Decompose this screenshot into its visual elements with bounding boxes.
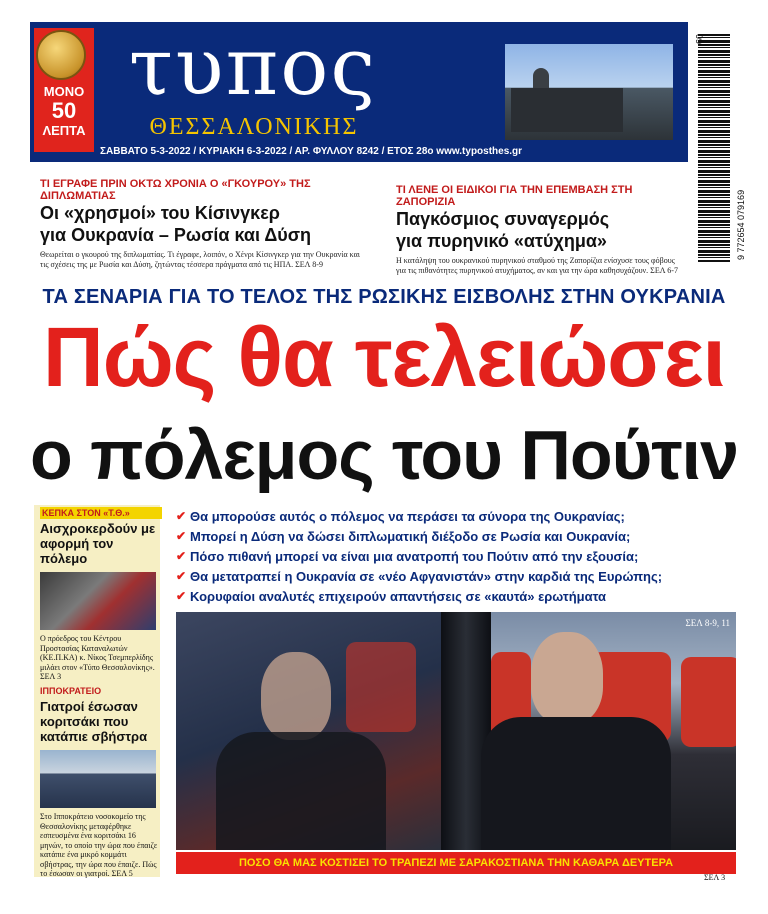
- bullet-item: [176, 586, 746, 606]
- photo-caption: ΣΕΛ 8-9, 11: [685, 618, 730, 628]
- story-title-line1: Οι «χρησμοί» του Κίσινγκερ: [40, 203, 280, 223]
- checkmark-icon: ✔: [176, 509, 187, 523]
- sidebar-photo-2: [40, 750, 156, 808]
- story-zaporizhzhia: [396, 184, 686, 276]
- main-headline-line1: Πώς θα τελειώσει: [43, 310, 725, 404]
- bullet-item: [176, 566, 746, 586]
- checkmark-icon: ✔: [176, 589, 187, 603]
- story-kicker: ΤΙ ΛΕΝΕ ΟΙ ΕΙΔΙΚΟΙ ΓΙΑ ΤΗΝ ΕΠΕΜΒΑΣΗ ΣΤΗ ΖΑΠΟΡΙΖΙΑ: [396, 184, 633, 208]
- story-kissinger: [40, 178, 370, 270]
- checkmark-icon: ✔: [176, 569, 187, 583]
- sidebar-title-1: Αισχροκερδούν με αφορμή τον πόλεμο: [40, 521, 156, 566]
- story-kicker: ΤΙ ΕΓΡΑΦΕ ΠΡΙΝ ΟΚΤΩ ΧΡΟΝΙΑ Ο «ΓΚΟΥΡΟΥ» ΤΗΣ ΔΙΠΛΩΜΑΤΙΑΣ: [40, 178, 311, 202]
- price-line3: ΛΕΠΤΑ: [42, 123, 86, 138]
- checkmark-icon: ✔: [176, 529, 187, 543]
- person-head: [531, 632, 603, 724]
- story-title-line2: για Ουκρανία – Ρωσία και Δύση: [40, 225, 312, 245]
- story-title-line1: Παγκόσμιος συναγερμός: [396, 209, 610, 229]
- bullet-item: [176, 506, 746, 526]
- bullet-text: Πόσο πιθανή μπορεί να είναι μια ανατροπή του Πούτιν από την εξουσία;: [190, 548, 639, 564]
- price-line1: ΜΟΝΟ: [43, 84, 85, 99]
- sidebar-kicker-1: ΚΕΠΚΑ ΣΤΟΝ «Τ.Θ.»: [40, 507, 162, 519]
- bottom-banner: ΠΟΣΟ ΘΑ ΜΑΣ ΚΟΣΤΙΣΕΙ ΤΟ ΤΡΑΠΕΖΙ ΜΕ ΣΑΡΑΚΟΣΤΙΑΝΑ ΤΗΝ ΚΑΘΑΡΑ ΔΕΥΤΕΡΑ: [176, 852, 736, 874]
- question-bullets: [176, 506, 746, 606]
- story-title-line2: για πυρηνικό «ατύχημα»: [396, 231, 607, 251]
- red-seat: [681, 657, 736, 747]
- sidebar-photo-1: [40, 572, 156, 630]
- date-line: ΣΑΒΒΑΤΟ 5-3-2022 / ΚΥΡΙΑΚΗ 6-3-2022 / ΑΡ. ΦΥΛΛΟΥ 8242 / ΕΤΟΣ 28ο www.typosthes.gr: [100, 146, 523, 157]
- logo-thessalonikis: ΘΕΣΣΑΛΟΝΙΚΗΣ: [149, 114, 359, 140]
- train-interior: [491, 612, 736, 850]
- main-supertitle: ΤΑ ΣΕΝΑΡΙΑ ΓΙΑ ΤΟ ΤΕΛΟΣ ΤΗΣ ΡΩΣΙΚΗΣ ΕΙΣΒΟΛΗΣ ΣΤΗΝ ΟΥΚΡΑΝΙΑ: [42, 286, 726, 308]
- bullet-item: [176, 526, 746, 546]
- euro-coin-icon: [36, 30, 86, 80]
- person-coat: [481, 717, 671, 850]
- checkmark-icon: ✔: [176, 549, 187, 563]
- price-text: [34, 84, 94, 138]
- price-line2: 50: [51, 98, 77, 123]
- barcode-digits: 9 772654 079169: [736, 189, 746, 260]
- main-headline-line2: ο πόλεμος του Πούτιν: [29, 416, 739, 494]
- logo-typos: τυπος: [128, 20, 378, 113]
- story-body: Θεωρείται ο γκουρού της διπλωματίας. Τι έγραφε, λοιπόν, ο Χένρι Κίσινγκερ για την Ουκρανία και τις σχέσεις της με Ρωσία και Δύση, ζητώντας τέσσερα πράγματα από τις ΗΠΑ. ΣΕΛ 8-9: [40, 250, 360, 269]
- bullet-item: [176, 546, 746, 566]
- barcode-bars: [698, 34, 730, 262]
- issue-number: 09: [694, 34, 704, 45]
- sidebar-body-2: Στο Ιπποκράτειο νοσοκομείο της Θεσσαλονίκης μεταφέρθηκε εσπευσμένα ένα κοριτσάκι 16 μηνών, το οποίο την ώρα που έπαιζε κατάπιε ένα μικρό κομμάτι σβήστρας, την ώρα που έπαιζε. Πώς το έσωσαν οι γιατροί. ΣΕΛ 5: [40, 812, 158, 878]
- story-body: Η κατάληψη του ουκρανικού πυρηνικού σταθμού της Ζαπορίζια ενίσχυσε τους φόβους για τις πιθανότητες πυρηνικού ατυχήματος, αν και για την ώρα καθησυχάζουν. ΣΕΛ 6-7: [396, 256, 678, 275]
- bullet-text: Θα μετατραπεί η Ουκρανία σε «νέο Αφγανιστάν» στην καρδιά της Ευρώπης;: [190, 568, 663, 584]
- reflected-seat: [346, 642, 416, 732]
- sidebar-title-2: Γιατροί έσωσαν κοριτσάκι που κατάπιε σβήστρα: [40, 699, 148, 744]
- sidebar-kicker-2: ΙΠΠΟΚΡΑΤΕΙΟ: [40, 686, 102, 696]
- reflected-head: [261, 652, 331, 740]
- bullet-text: Κορυφαίοι αναλυτές επιχειρούν απαντήσεις σε «καυτά» ερωτήματα: [190, 588, 607, 604]
- reflected-coat: [216, 732, 386, 850]
- reactor-dome: [533, 68, 549, 90]
- nuclear-plant-photo: [505, 44, 673, 140]
- sidebar-body-1: Ο πρόεδρος του Κέντρου Προστασίας Καταναλωτών (ΚΕ.Π.ΚΑ) κ. Νίκος Τσεμπερλίδης μιλάει στον «Τύπο Θεσσαλονίκης». ΣΕΛ 3: [40, 634, 155, 681]
- bullet-text: Θα μπορούσε αυτός ο πόλεμος να περάσει τα σύνορα της Ουκρανίας;: [190, 508, 625, 524]
- main-photo: [176, 612, 736, 850]
- window-reflection: [176, 612, 441, 850]
- bullet-text: Μπορεί η Δύση να δώσει διπλωματική διέξοδο σε Ρωσία και Ουκρανία;: [190, 528, 631, 544]
- plant-building: [511, 88, 623, 132]
- bottom-page-ref: ΣΕΛ 3: [704, 873, 726, 882]
